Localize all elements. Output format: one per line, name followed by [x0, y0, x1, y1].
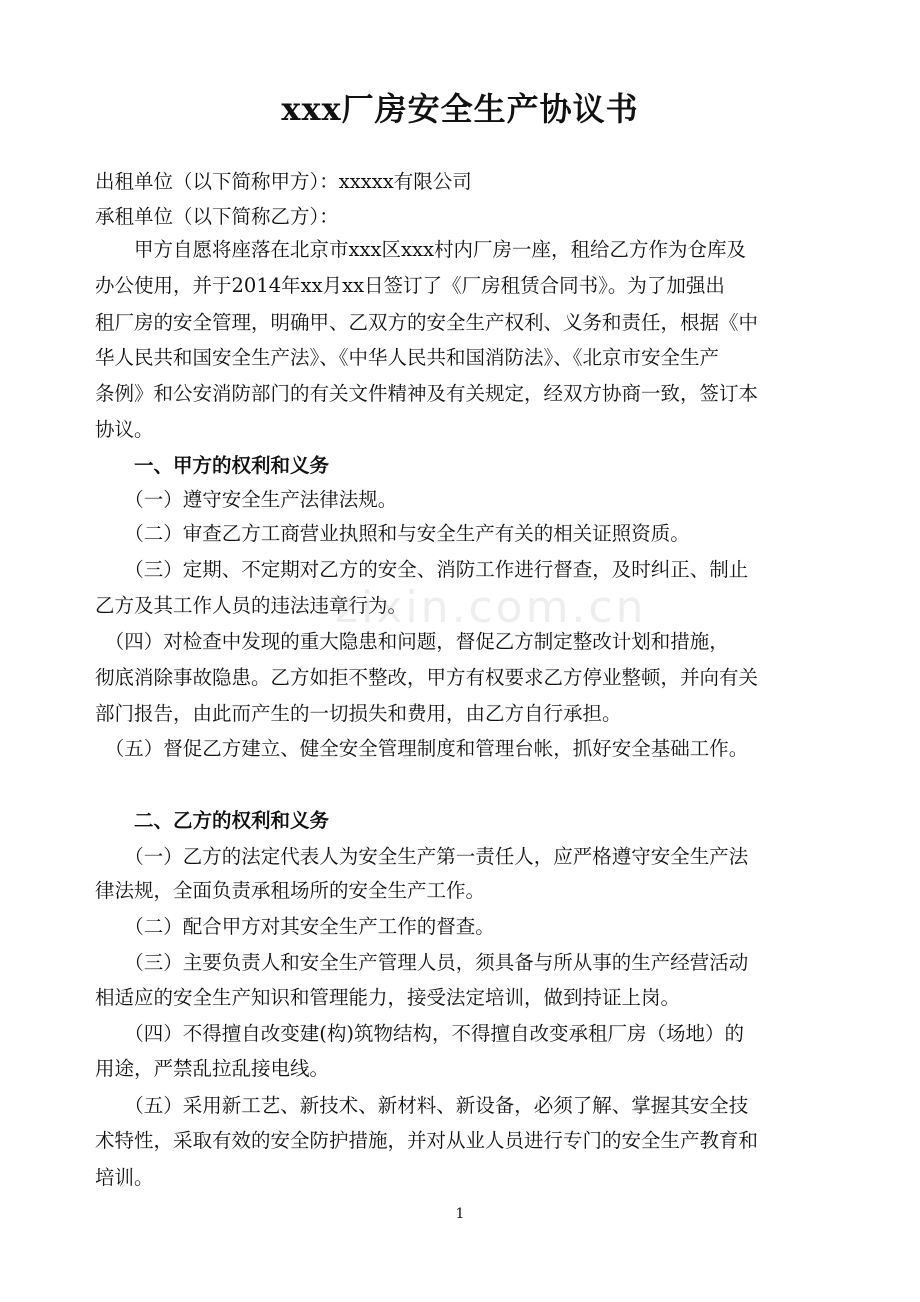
intro-line: 协议。 — [95, 418, 154, 441]
clause-line: 律法规，全面负责承租场所的安全生产工作。 — [95, 879, 486, 902]
lessor-line: 出租单位（以下简称甲方）：xxxxx有限公司 — [95, 170, 472, 193]
clause-line: （五）督促乙方建立、健全安全管理制度和管理台帐，抓好安全基础工作。 — [95, 737, 749, 760]
clause-line: （五）采用新工艺、新技术、新材料、新设备，必须了解、掌握其安全技 — [95, 1094, 749, 1117]
clause-line: （三）主要负责人和安全生产管理人员，须具备与所从事的生产经营活动 — [95, 951, 749, 974]
page-number: 1 — [455, 1206, 465, 1222]
clause-line: 部门报告，由此而产生的一切损失和费用，由乙方自行承担。 — [95, 702, 622, 725]
section-heading: 二、乙方的权利和义务 — [95, 809, 330, 832]
clause-line: （四）不得擅自改变建(构)筑物结构，不得擅自改变承租厂房（场地）的 — [95, 1022, 744, 1045]
document-title: xxx厂房安全生产协议书 — [281, 90, 639, 128]
clause-line: （三）定期、不定期对乙方的安全、消防工作进行督查，及时纠正、制止 — [95, 558, 749, 581]
intro-line: 租厂房的安全管理，明确甲、乙双方的安全生产权利、义务和责任，根据《中 — [95, 311, 759, 334]
intro-line: 条例》和公安消防部门的有关文件精神及有关规定，经双方协商一致，签订本 — [95, 382, 759, 405]
clause-line: 相适应的安全生产知识和管理能力，接受法定培训，做到持证上岗。 — [95, 986, 681, 1009]
clause-line: 彻底消除事故隐患。乙方如拒不整改，甲方有权要求乙方停业整顿，并向有关 — [95, 666, 759, 689]
clause-line: 术特性，采取有效的安全防护措施，并对从业人员进行专门的安全生产教育和 — [95, 1129, 759, 1152]
clause-line: 用途，严禁乱拉乱接电线。 — [95, 1057, 330, 1080]
lessee-line: 承租单位（以下简称乙方）： — [95, 205, 339, 228]
clause-line: （一）乙方的法定代表人为安全生产第一责任人，应严格遵守安全生产法 — [95, 845, 749, 868]
watermark: zixin.com.cn — [335, 582, 647, 633]
section-heading: 一、甲方的权利和义务 — [95, 454, 330, 477]
clause-line: （二）审查乙方工商营业执照和与安全生产有关的相关证照资质。 — [95, 522, 690, 545]
intro-line: 华人民共和国安全生产法》、《中华人民共和国消防法》、《北京市安全生产 — [95, 346, 720, 369]
clause-line: （二）配合甲方对其安全生产工作的督查。 — [95, 915, 495, 938]
intro-line: 甲方自愿将座落在北京市xxx区xxx村内厂房一座，租给乙方作为仓库及 — [95, 238, 746, 261]
intro-line: 办公使用，并于2014年xx月xx日签订了《厂房租赁合同书》。为了加强出 — [95, 274, 725, 297]
clause-line: （四）对检查中发现的重大隐患和问题，督促乙方制定整改计划和措施， — [95, 630, 729, 653]
clause-line: 培训。 — [95, 1166, 154, 1189]
clause-line: （一）遵守安全生产法律法规。 — [95, 488, 398, 511]
clause-line: 乙方及其工作人员的违法违章行为。 — [95, 594, 408, 617]
